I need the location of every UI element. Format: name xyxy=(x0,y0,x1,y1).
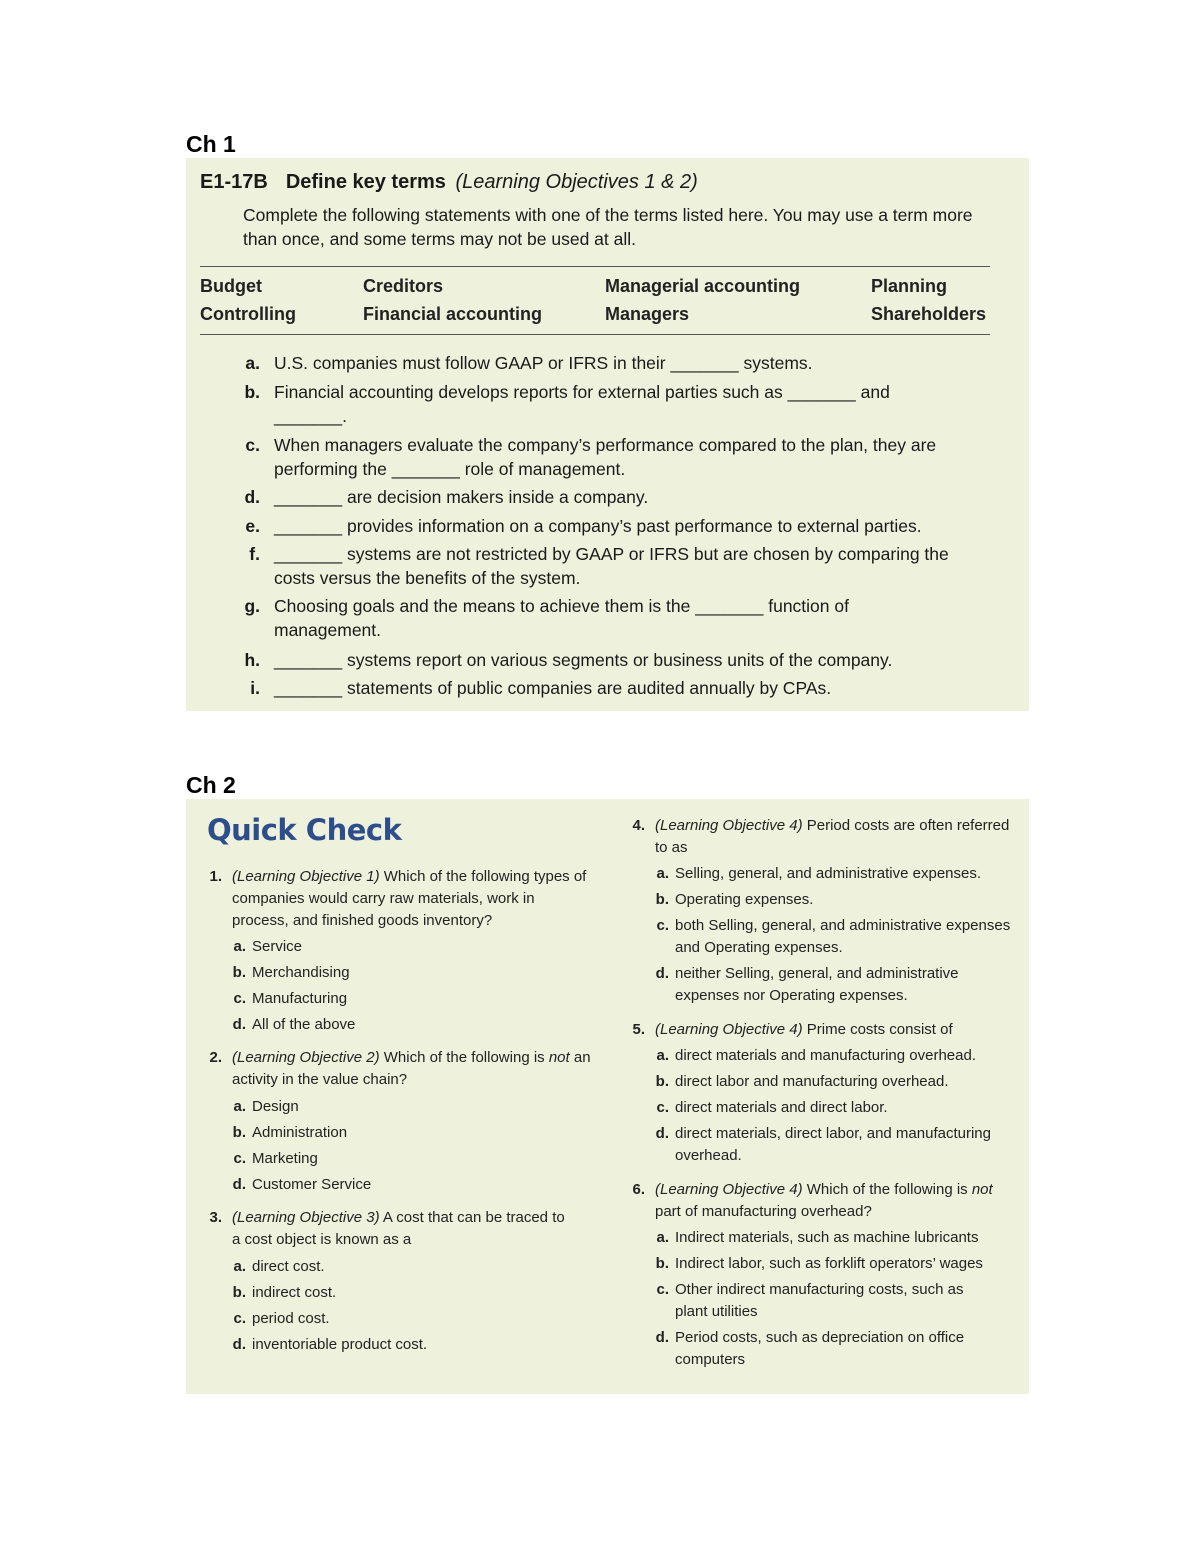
statement-text: _______ systems report on various segments or business units of the company. xyxy=(274,650,893,670)
option-text: inventoriable product cost. xyxy=(252,1336,428,1353)
statement-text: _______ statements of public companies are audited annually by CPAs. xyxy=(274,678,832,698)
exercise-name: Define key terms xyxy=(285,171,446,193)
option-text: Selling, general, and administrative expenses. xyxy=(675,865,982,882)
term: Managerial accounting xyxy=(605,276,801,296)
option-text: Marketing xyxy=(252,1150,318,1167)
question-text xyxy=(655,1179,1000,1223)
option-label: c. xyxy=(233,990,246,1007)
question-objective: (Learning Objective 3) xyxy=(232,1209,380,1226)
option-label: d. xyxy=(232,1176,246,1193)
question-text xyxy=(232,1207,572,1251)
option-label: c. xyxy=(233,1150,246,1167)
option-text: All of the above xyxy=(252,1016,356,1033)
chapter-1-heading: Ch 1 xyxy=(186,131,236,157)
option-label: b. xyxy=(655,1073,669,1090)
exercise-instructions: Complete the following statements with one of the terms listed here. You may use a term more than once, and some terms may not be used at all. xyxy=(243,205,973,249)
question-body: Which of the following is xyxy=(806,1181,972,1198)
exercise-panel xyxy=(186,158,1029,711)
option-label: b. xyxy=(232,1284,246,1301)
statement-label: i. xyxy=(250,678,260,698)
quick-check-title: Quick Check xyxy=(207,813,402,847)
statement-label: a. xyxy=(245,353,260,373)
question-objective: (Learning Objective 4) xyxy=(655,817,803,834)
option-label: c. xyxy=(656,1281,669,1298)
statement-text: _______ provides information on a company’s past performance to external parties. xyxy=(274,516,922,536)
question-emphasis: not xyxy=(548,1049,570,1066)
option-text: Indirect materials, such as machine lubricants xyxy=(675,1229,979,1246)
option-text: direct materials and direct labor. xyxy=(675,1099,888,1116)
question-body: Period costs are often referred to as xyxy=(655,817,1010,856)
statement-label: f. xyxy=(249,544,260,564)
statement-label: g. xyxy=(244,596,260,616)
option-label: b. xyxy=(232,964,246,981)
term: Controlling xyxy=(200,304,296,324)
statement-text: Financial accounting develops reports for external parties such as _______ and _______. xyxy=(274,382,890,426)
option-text: direct cost. xyxy=(252,1258,325,1275)
exercise-title xyxy=(200,171,698,194)
question-text xyxy=(655,1019,1015,1041)
option-label: d. xyxy=(655,1125,669,1142)
statement-text: _______ systems are not restricted by GAAP or IFRS but are chosen by comparing the costs versus the benefits of the system. xyxy=(274,544,949,588)
option-text: Period costs, such as depreciation on office computers xyxy=(675,1329,965,1368)
option-label: d. xyxy=(655,965,669,982)
statement-label: c. xyxy=(245,435,260,455)
statement-text: Choosing goals and the means to achieve them is the _______ function of management. xyxy=(274,596,849,640)
option-label: a. xyxy=(656,1047,669,1064)
option-text: period cost. xyxy=(252,1310,330,1327)
question-number: 6. xyxy=(632,1181,645,1198)
option-text: both Selling, general, and administrative expenses and Operating expenses. xyxy=(675,917,1011,956)
option-text: direct materials and manufacturing overhead. xyxy=(675,1047,976,1064)
option-label: a. xyxy=(233,1098,246,1115)
option-label: d. xyxy=(232,1336,246,1353)
option-label: b. xyxy=(655,891,669,908)
statement-text: When managers evaluate the company’s performance compared to the plan, they are performing the _______ role of management. xyxy=(274,435,937,479)
option-text: Design xyxy=(252,1098,299,1115)
term: Shareholders xyxy=(871,304,987,324)
statement-label: b. xyxy=(244,382,260,402)
question-objective: (Learning Objective 2) xyxy=(232,1049,380,1066)
option-label: b. xyxy=(232,1124,246,1141)
question-number: 5. xyxy=(632,1021,645,1038)
option-text: Manufacturing xyxy=(252,990,348,1007)
exercise-objectives: (Learning Objectives 1 & 2) xyxy=(455,171,698,193)
question-number: 1. xyxy=(209,868,222,885)
question-objective: (Learning Objective 4) xyxy=(655,1021,803,1038)
question-emphasis: not xyxy=(971,1181,993,1198)
term: Financial accounting xyxy=(363,304,543,324)
option-text: Administration xyxy=(252,1124,348,1141)
chapter-2-heading: Ch 2 xyxy=(186,772,236,798)
quick-check-panel xyxy=(186,799,1029,1394)
question-objective: (Learning Objective 4) xyxy=(655,1181,803,1198)
option-label: c. xyxy=(656,917,669,934)
option-label: a. xyxy=(656,1229,669,1246)
option-label: a. xyxy=(656,865,669,882)
question-body: A cost that can be traced to a cost object is known as a xyxy=(232,1209,565,1248)
question-body: part of manufacturing overhead? xyxy=(655,1203,872,1220)
terms-box xyxy=(200,266,990,335)
term: Planning xyxy=(871,276,947,296)
option-text: Customer Service xyxy=(252,1176,372,1193)
question-body: Which of the following types of companies would carry raw materials, work in process, and finished goods inventory? xyxy=(232,868,587,929)
option-label: a. xyxy=(233,1258,246,1275)
option-label: b. xyxy=(655,1255,669,1272)
exercise-number: E1-17B xyxy=(200,171,268,193)
option-text: Indirect labor, such as forklift operators’ wages xyxy=(675,1255,983,1272)
question-text xyxy=(232,866,592,932)
term: Managers xyxy=(605,304,690,324)
option-text: Operating expenses. xyxy=(675,891,814,908)
option-label: c. xyxy=(656,1099,669,1116)
question-number: 3. xyxy=(209,1209,222,1226)
statement-text: _______ are decision makers inside a company. xyxy=(274,487,649,507)
option-label: c. xyxy=(233,1310,246,1327)
option-text: Merchandising xyxy=(252,964,350,981)
statement-label: h. xyxy=(244,650,260,670)
statement-label: d. xyxy=(244,487,260,507)
question-body: an activity in the value chain? xyxy=(232,1049,591,1088)
statement-label: e. xyxy=(245,516,260,536)
question-text xyxy=(232,1047,592,1091)
statement-text: U.S. companies must follow GAAP or IFRS in their _______ systems. xyxy=(274,353,813,373)
question-number: 4. xyxy=(632,817,645,834)
option-text: direct labor and manufacturing overhead. xyxy=(675,1073,949,1090)
option-text: Service xyxy=(252,938,303,955)
option-text: neither Selling, general, and administrative expenses nor Operating expenses. xyxy=(675,965,959,1004)
option-label: a. xyxy=(233,938,246,955)
term: Budget xyxy=(200,276,262,296)
option-label: d. xyxy=(232,1016,246,1033)
option-label: d. xyxy=(655,1329,669,1346)
question-number: 2. xyxy=(209,1049,222,1066)
question-objective: (Learning Objective 1) xyxy=(232,868,380,885)
option-text: Other indirect manufacturing costs, such as plant utilities xyxy=(675,1281,964,1320)
question-text xyxy=(655,815,1015,859)
question-body: Prime costs consist of xyxy=(806,1021,953,1038)
term: Creditors xyxy=(363,276,444,296)
option-text: indirect cost. xyxy=(252,1284,337,1301)
question-body: Which of the following is xyxy=(383,1049,549,1066)
option-text: direct materials, direct labor, and manufacturing overhead. xyxy=(675,1125,991,1164)
